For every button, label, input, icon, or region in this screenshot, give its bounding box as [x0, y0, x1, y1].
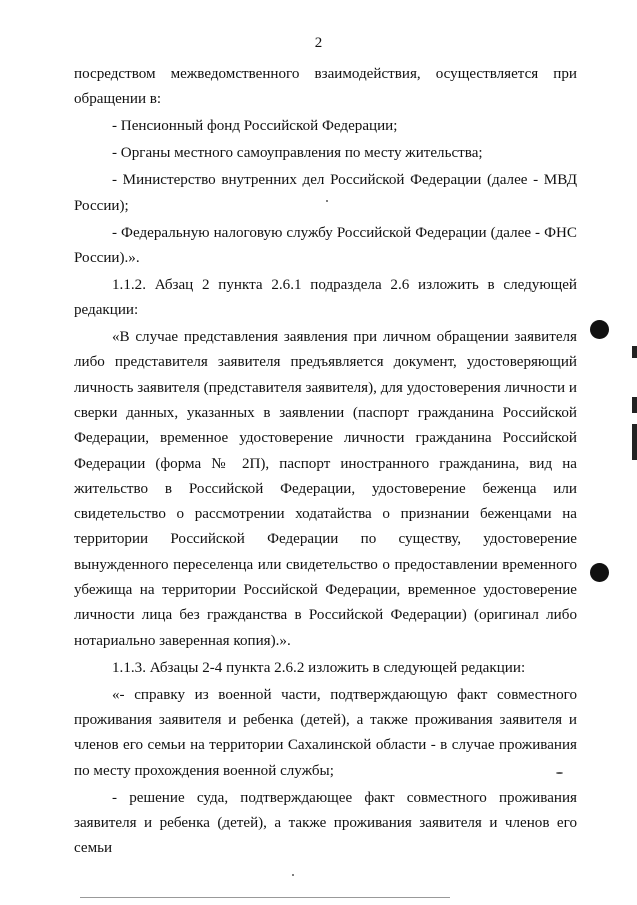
punch-hole-top: [590, 320, 609, 339]
punch-hole-bottom: [590, 563, 609, 582]
paragraph-court-decision: - решение суда, подтверждающее факт совместного проживания заявителя и ребенка (детей), а также проживания заявителя и членов его семьи: [74, 789, 577, 857]
scan-edge-mark-lower: [632, 424, 637, 460]
scan-edge-mark-middle: [632, 397, 637, 413]
paragraph-1-1-3: 1.1.3. Абзацы 2-4 пункта 2.6.2 изложить в следующей редакции:: [112, 659, 526, 676]
list-item-pension-fund: - Пенсионный фонд Российской Федерации;: [112, 118, 398, 135]
paragraph-1-1-2: 1.1.2. Абзац 2 пункта 2.6.1 подраздела 2.6 изложить в следующей редакции:: [74, 276, 577, 319]
scan-speck: [326, 200, 328, 202]
list-item-fns: - Федеральную налоговую службу Российской Федерации (далее - ФНС России).».: [74, 224, 577, 266]
scan-speck: [292, 874, 294, 876]
document-body: [74, 62, 577, 861]
list-item-local-government: - Органы местного самоуправления по месту жительства;: [112, 145, 483, 162]
scan-edge-mark-top: [632, 346, 637, 358]
paragraph-intro: посредством межведомственного взаимодействия, осуществляется при обращении в:: [74, 66, 577, 108]
scan-speck: [556, 772, 563, 774]
list-item-mvd: - Министерство внутренних дел Российской Федерации (далее - МВД России);: [74, 172, 577, 214]
paragraph-identity-documents: «В случае представления заявления при личном обращении заявителя либо представителя заявителя предъявляется документ, удостоверяющий личность заявителя (представителя заявителя), для удостоверения личности и сверки данных, указанных в заявлении (паспорт гражданина Российской Федерации, временное удостоверение личности гражданина Российской Федерации (форма № 2П), паспорт иностранного гражданина, вид на жительство в Российской Федерации, удостоверение беженца или свидетельство о рассмотрении ходатайства о признании беженцами на территории Российской Федерации по существу, удостоверение вынужденного переселенца или свидетельство о предоставлении временного убежища на территории Российской Федерации, временное удостоверение личности лица без гражданства в Российской Федерации) (оригинал либо нотариально заверенная копия).».: [74, 329, 577, 649]
scan-bottom-line: [80, 897, 450, 898]
paragraph-military-certificate: «- справку из военной части, подтверждающую факт совместного проживания заявителя и ребенка (детей), а также проживания заявителя и членов его семьи на территории Сахалинской области - в случае проживания по месту прохождения военной службы;: [74, 686, 577, 779]
page-number: 2: [314, 35, 323, 51]
